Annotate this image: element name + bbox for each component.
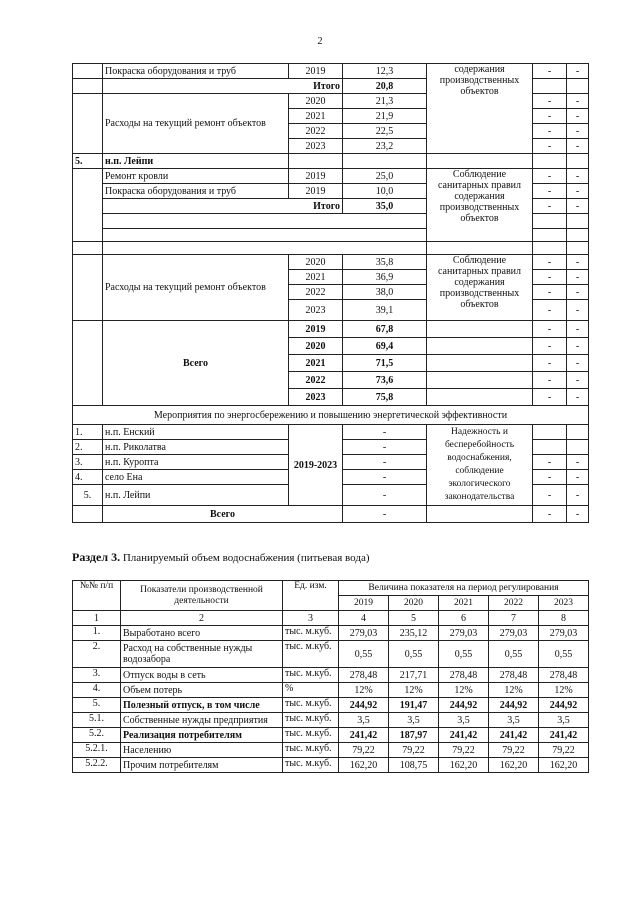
value-cell: 12% xyxy=(539,683,589,698)
value-cell: 0,55 xyxy=(489,641,539,668)
measure-name: Покраска оборудования и труб xyxy=(103,64,289,79)
row-number: 5.2.1. xyxy=(73,743,121,758)
value-cell: 244,92 xyxy=(339,698,389,713)
value-cell: - xyxy=(343,470,427,485)
value-cell: 23,2 xyxy=(343,139,427,154)
row-number: 4. xyxy=(73,470,103,485)
purpose-cell: Соблюдение санитарных правил содержания производственных объектов xyxy=(427,169,533,242)
year-cell: 2020 xyxy=(289,338,343,355)
dash-cell: - xyxy=(567,372,589,389)
row-number: 1. xyxy=(73,626,121,641)
value-cell: 279,03 xyxy=(489,626,539,641)
year-cell: 2023 xyxy=(289,300,343,321)
header-num: №№ п/п xyxy=(73,581,121,611)
indicator-name: Расход на собственные нужды водозабора xyxy=(121,641,283,668)
energy-total-value: - xyxy=(343,506,427,523)
dash-cell: - xyxy=(533,389,567,406)
dash-cell: - xyxy=(533,506,567,523)
itogo-label: Итого xyxy=(103,79,343,94)
row-number: 5. xyxy=(73,698,121,713)
settlement-name: н.п. Куропта xyxy=(103,455,289,470)
table-row xyxy=(73,321,589,338)
purpose-cell: Надежность и бесперебойность водоснабжения, соблюдение экологического законодательства xyxy=(427,425,533,506)
value-cell: 235,12 xyxy=(389,626,439,641)
unit-cell: тыс. м.куб. xyxy=(283,758,339,773)
value-cell: 69,4 xyxy=(343,338,427,355)
unit-cell: тыс. м.куб. xyxy=(283,713,339,728)
unit-cell: тыс. м.куб. xyxy=(283,668,339,683)
dash-cell: - xyxy=(533,199,567,214)
table-row xyxy=(73,425,589,440)
dash-cell: - xyxy=(533,455,567,470)
value-cell: 244,92 xyxy=(539,698,589,713)
value-cell: 0,55 xyxy=(439,641,489,668)
value-cell: 12% xyxy=(339,683,389,698)
year-cell: 2023 xyxy=(289,139,343,154)
section-label: Раздел 3. xyxy=(72,550,121,564)
dash-cell: - xyxy=(533,169,567,184)
table-row xyxy=(73,64,589,79)
dash-cell: - xyxy=(533,338,567,355)
dash-cell: - xyxy=(567,109,589,124)
value-cell: 278,48 xyxy=(339,668,389,683)
col-number: 7 xyxy=(489,611,539,626)
value-cell: 79,22 xyxy=(339,743,389,758)
dash-cell: - xyxy=(567,255,589,270)
table-row xyxy=(73,626,589,641)
dash-cell: - xyxy=(533,184,567,199)
value-cell: 241,42 xyxy=(339,728,389,743)
dash-cell: - xyxy=(567,355,589,372)
value-cell: 0,55 xyxy=(389,641,439,668)
dash-cell: - xyxy=(533,270,567,285)
itogo-value: 35,0 xyxy=(343,199,427,214)
dash-cell: - xyxy=(567,64,589,79)
col-number: 5 xyxy=(389,611,439,626)
year-cell: 2019 xyxy=(289,184,343,199)
value-cell: 278,48 xyxy=(439,668,489,683)
itogo-label: Итого xyxy=(103,199,343,214)
row-number: 1. xyxy=(73,425,103,440)
header-period: Величина показателя на период регулирования xyxy=(339,581,589,596)
value-cell: 244,92 xyxy=(439,698,489,713)
table-row xyxy=(73,154,589,169)
col-number: 1 xyxy=(73,611,121,626)
value-cell: 162,20 xyxy=(489,758,539,773)
row-number: 4. xyxy=(73,683,121,698)
value-cell: 21,9 xyxy=(343,109,427,124)
indicator-name: Полезный отпуск, в том числе xyxy=(121,698,283,713)
dash-cell: - xyxy=(567,124,589,139)
dash-cell: - xyxy=(567,470,589,485)
indicator-name: Объем потерь xyxy=(121,683,283,698)
value-cell: 12% xyxy=(439,683,489,698)
value-cell: 79,22 xyxy=(389,743,439,758)
indicator-name: Выработано всего xyxy=(121,626,283,641)
dash-cell: - xyxy=(533,139,567,154)
table-row xyxy=(73,758,589,773)
value-cell: 241,42 xyxy=(539,728,589,743)
value-cell: - xyxy=(343,455,427,470)
year-cell: 2019 xyxy=(289,321,343,338)
dash-cell: - xyxy=(533,300,567,321)
value-cell: 12,3 xyxy=(343,64,427,79)
year-cell: 2019 xyxy=(289,169,343,184)
year-cell: 2019 xyxy=(289,64,343,79)
row-number: 5. xyxy=(73,485,103,506)
value-cell: 36,9 xyxy=(343,270,427,285)
value-cell: 35,8 xyxy=(343,255,427,270)
col-number: 4 xyxy=(339,611,389,626)
row-number: 5.2. xyxy=(73,728,121,743)
dash-cell: - xyxy=(533,64,567,79)
year-cell: 2021 xyxy=(289,109,343,124)
measure-name: Покраска оборудования и труб xyxy=(103,184,289,199)
table-row xyxy=(73,743,589,758)
value-cell: - xyxy=(343,485,427,506)
row-number: 5.2.2. xyxy=(73,758,121,773)
dash-cell: - xyxy=(567,338,589,355)
section-title: Планируемый объем водоснабжения (питьевая вода) xyxy=(122,552,370,564)
settlement-name: н.п. Лейпи xyxy=(103,485,289,506)
value-cell: 3,5 xyxy=(439,713,489,728)
dash-cell: - xyxy=(533,124,567,139)
dash-cell: - xyxy=(533,485,567,506)
unit-cell: тыс. м.куб. xyxy=(283,728,339,743)
value-cell: 12% xyxy=(389,683,439,698)
year-cell: 2022 xyxy=(289,285,343,300)
energy-total-label: Всего xyxy=(103,506,343,523)
itogo-value: 20,8 xyxy=(343,79,427,94)
dash-cell: - xyxy=(567,199,589,214)
dash-cell: - xyxy=(567,184,589,199)
section-name: н.п. Лейпи xyxy=(103,154,289,169)
value-cell: 3,5 xyxy=(539,713,589,728)
value-cell: 79,22 xyxy=(489,743,539,758)
value-cell: 25,0 xyxy=(343,169,427,184)
value-cell: 241,42 xyxy=(439,728,489,743)
value-cell: 278,48 xyxy=(489,668,539,683)
measure-name: Расходы на текущий ремонт объектов xyxy=(103,94,289,154)
dash-cell: - xyxy=(567,94,589,109)
value-cell: 73,6 xyxy=(343,372,427,389)
dash-cell: - xyxy=(567,485,589,506)
value-cell: 71,5 xyxy=(343,355,427,372)
value-cell: 162,20 xyxy=(339,758,389,773)
year-cell: 2021 xyxy=(289,355,343,372)
year-cell: 2023 xyxy=(289,389,343,406)
value-cell: - xyxy=(343,440,427,455)
dash-cell: - xyxy=(533,285,567,300)
header-year: 2021 xyxy=(439,596,489,611)
value-cell: 3,5 xyxy=(489,713,539,728)
table-row xyxy=(73,255,589,270)
year-cell: 2022 xyxy=(289,124,343,139)
value-cell: 162,20 xyxy=(439,758,489,773)
dash-cell: - xyxy=(567,321,589,338)
value-cell: 278,48 xyxy=(539,668,589,683)
header-unit: Ед. изм. xyxy=(283,581,339,611)
value-cell: 0,55 xyxy=(339,641,389,668)
header-year: 2020 xyxy=(389,596,439,611)
value-cell: 12% xyxy=(489,683,539,698)
row-number: 3. xyxy=(73,668,121,683)
value-cell: 191,47 xyxy=(389,698,439,713)
header-year: 2023 xyxy=(539,596,589,611)
dash-cell: - xyxy=(533,372,567,389)
dash-cell: - xyxy=(567,455,589,470)
energy-period: 2019-2023 xyxy=(289,425,343,506)
value-cell: 0,55 xyxy=(539,641,589,668)
dash-cell: - xyxy=(533,94,567,109)
section-number: 5. xyxy=(73,154,103,169)
measure-name: Расходы на текущий ремонт объектов xyxy=(103,255,289,321)
col-number: 3 xyxy=(283,611,339,626)
dash-cell: - xyxy=(567,506,589,523)
value-cell: 279,03 xyxy=(539,626,589,641)
value-cell: 3,5 xyxy=(339,713,389,728)
unit-cell: тыс. м.куб. xyxy=(283,626,339,641)
col-number: 2 xyxy=(121,611,283,626)
table-row xyxy=(73,242,589,255)
dash-cell: - xyxy=(533,109,567,124)
value-cell: 75,8 xyxy=(343,389,427,406)
dash-cell: - xyxy=(567,139,589,154)
header-row xyxy=(73,581,589,596)
indicator-name: Отпуск воды в сеть xyxy=(121,668,283,683)
dash-cell: - xyxy=(533,255,567,270)
row-number: 2. xyxy=(73,440,103,455)
unit-cell: % xyxy=(283,683,339,698)
indicator-name: Собственные нужды предприятия xyxy=(121,713,283,728)
indicator-name: Реализация потребителям xyxy=(121,728,283,743)
header-year: 2022 xyxy=(489,596,539,611)
purpose-cell: содержания производственных объектов xyxy=(427,64,533,154)
year-cell: 2020 xyxy=(289,94,343,109)
row-number: 2. xyxy=(73,641,121,668)
unit-cell: тыс. м.куб. xyxy=(283,641,339,668)
header-year: 2019 xyxy=(339,596,389,611)
page-number: 2 xyxy=(317,36,323,47)
water-supply-rows xyxy=(73,626,589,773)
header-indicator: Показатели производственной деятельности xyxy=(121,581,283,611)
dash-cell: - xyxy=(567,285,589,300)
value-cell: 162,20 xyxy=(539,758,589,773)
vsego-label: Всего xyxy=(103,321,289,406)
col-number: 6 xyxy=(439,611,489,626)
table-row xyxy=(73,406,589,425)
value-cell: 3,5 xyxy=(389,713,439,728)
indicator-name: Прочим потребителям xyxy=(121,758,283,773)
value-cell: 79,22 xyxy=(439,743,489,758)
table-row xyxy=(73,641,589,668)
table-row xyxy=(73,698,589,713)
value-cell: 38,0 xyxy=(343,285,427,300)
value-cell: 79,22 xyxy=(539,743,589,758)
dash-cell: - xyxy=(533,470,567,485)
value-cell: 217,71 xyxy=(389,668,439,683)
value-cell: 108,75 xyxy=(389,758,439,773)
col-number: 8 xyxy=(539,611,589,626)
value-cell: 22,5 xyxy=(343,124,427,139)
table-row xyxy=(73,506,589,523)
measure-name: Ремонт кровли xyxy=(103,169,289,184)
value-cell: - xyxy=(343,425,427,440)
value-cell: 279,03 xyxy=(339,626,389,641)
unit-cell: тыс. м.куб. xyxy=(283,698,339,713)
settlement-name: село Ена xyxy=(103,470,289,485)
year-cell: 2020 xyxy=(289,255,343,270)
value-cell: 10,0 xyxy=(343,184,427,199)
value-cell: 279,03 xyxy=(439,626,489,641)
measures-table xyxy=(72,63,589,523)
row-number: 5.1. xyxy=(73,713,121,728)
value-cell: 241,42 xyxy=(489,728,539,743)
table-row xyxy=(73,728,589,743)
energy-heading: Мероприятия по энергосбережению и повышению энергетической эффективности xyxy=(73,406,589,425)
indicator-name: Населению xyxy=(121,743,283,758)
dash-cell: - xyxy=(533,321,567,338)
dash-cell: - xyxy=(567,389,589,406)
purpose-cell: Соблюдение санитарных правил содержания производственных объектов xyxy=(427,255,533,321)
dash-cell: - xyxy=(567,300,589,321)
value-cell: 21,3 xyxy=(343,94,427,109)
dash-cell: - xyxy=(567,270,589,285)
year-cell: 2021 xyxy=(289,270,343,285)
settlement-name: н.п. Риколатва xyxy=(103,440,289,455)
water-supply-table xyxy=(72,580,589,773)
settlement-name: н.п. Енский xyxy=(103,425,289,440)
value-cell: 39,1 xyxy=(343,300,427,321)
table-row xyxy=(73,169,589,184)
unit-cell: тыс. м.куб. xyxy=(283,743,339,758)
value-cell: 187,97 xyxy=(389,728,439,743)
value-cell: 244,92 xyxy=(489,698,539,713)
dash-cell: - xyxy=(533,355,567,372)
table-row xyxy=(73,713,589,728)
year-cell: 2022 xyxy=(289,372,343,389)
row-number: 3. xyxy=(73,455,103,470)
column-number-row xyxy=(73,611,589,626)
table-row xyxy=(73,683,589,698)
section-heading xyxy=(72,550,612,565)
dash-cell: - xyxy=(567,169,589,184)
value-cell: 67,8 xyxy=(343,321,427,338)
table-row xyxy=(73,668,589,683)
